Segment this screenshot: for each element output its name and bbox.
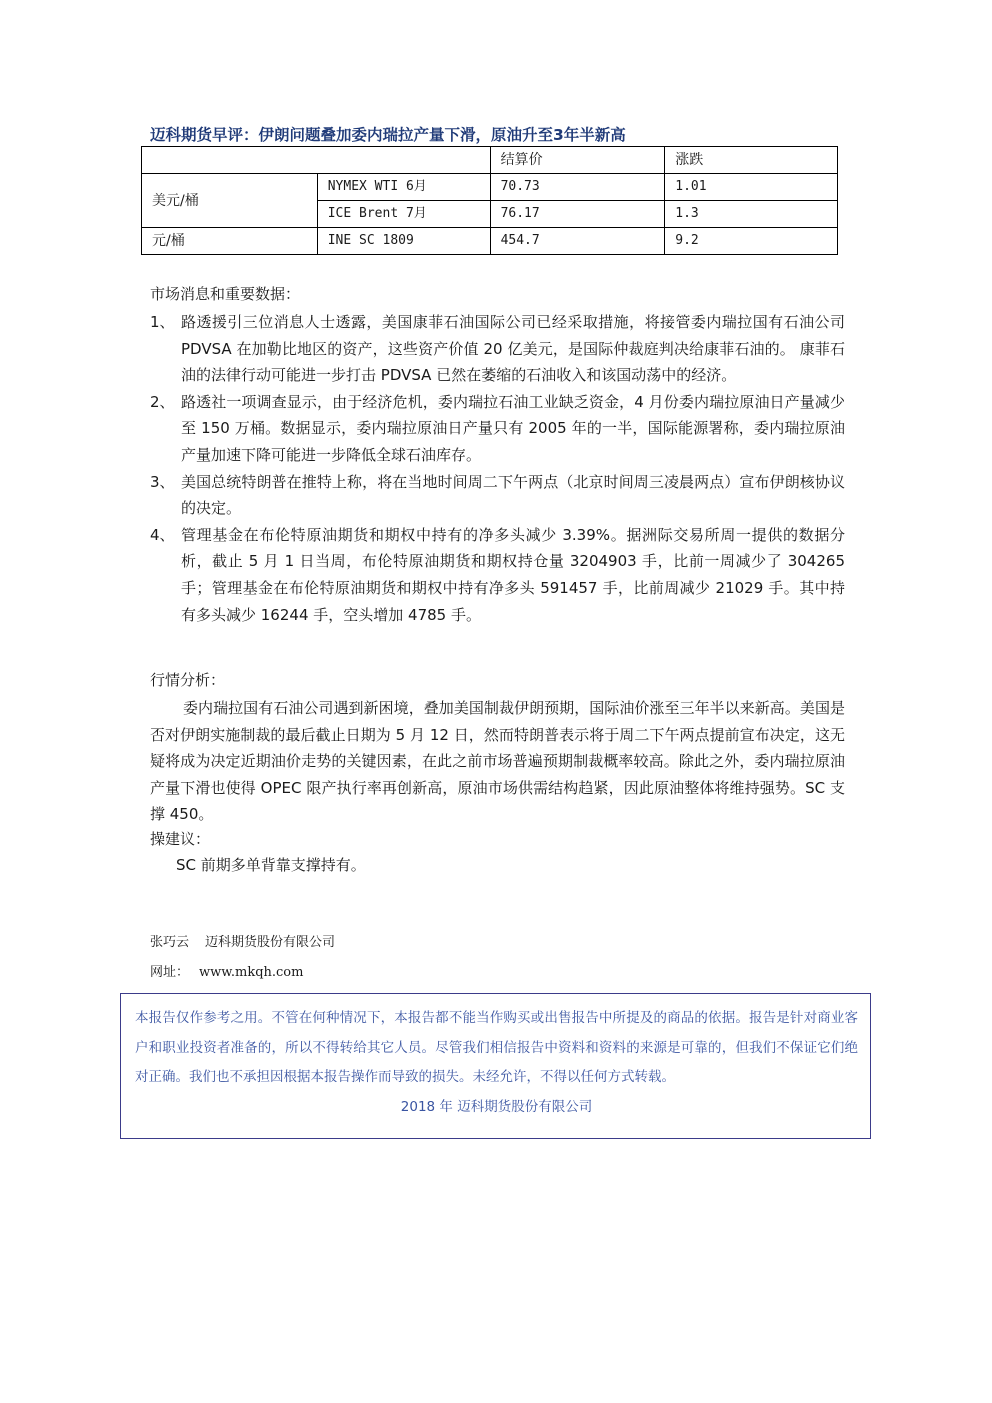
contract-cell: NYMEX WTI 6月: [317, 174, 490, 201]
news-item-text: 美国总统特朗普在推特上称，将在当地时间周二下午两点（北京时间周三凌晨两点）宣布伊朗核协议的决定。: [181, 472, 845, 518]
change-cell: 9.2: [665, 228, 838, 255]
company-name: 迈科期货股份有限公司: [205, 935, 336, 950]
news-item-number: 1、: [150, 313, 175, 331]
settle-cell: 70.73: [490, 174, 665, 201]
news-item-number: 4、: [150, 525, 175, 544]
website-line: [150, 961, 303, 980]
list-item: [150, 389, 845, 469]
author-name: 张巧云: [150, 935, 190, 950]
suggestion-heading: 操建议：: [150, 830, 211, 848]
disclaimer-text: 本报告仅作参考之用。不管在何种情况下，本报告都不能当作购买或出售报告中所提及的商品的依据。报告是针对商业客户和职业投资者准备的，所以不得转给其它人员。尽管我们相信报告中资料和资料的来源是可靠的，但我们不保证它们绝对正确。我们也不承担因根据本报告操作而导致的损失。未经允许，不得以任何方式转载。: [135, 1010, 858, 1085]
news-item-number: 2、: [150, 392, 175, 411]
news-item-text: 路透援引三位消息人士透露，美国康菲石油国际公司已经采取措施，将接管委内瑞拉国有石油公司 PDVSA 在加勒比地区的资产，这些资产价值 20 亿美元，是国际仲裁庭判决给康菲石油的。 康菲石油的法律行动可能进一步打击 PDVSA 已然在萎缩的石油收入和该国动荡中的经济。: [181, 313, 845, 385]
analysis-heading: 行情分析：: [150, 671, 226, 689]
settle-cell: 454.7: [490, 228, 665, 255]
contract-cell: INE SC 1809: [317, 228, 490, 255]
website-url: www.mkqh.com: [199, 965, 304, 980]
report-title: 迈科期货早评：伊朗问题叠加委内瑞拉产量下滑，原油升至3年半新高: [150, 126, 626, 144]
unit-cell-usd: 美元/桶: [142, 174, 318, 228]
news-item-number: 3、: [150, 472, 175, 491]
news-item-text: 管理基金在布伦特原油期货和期权中持有的净多头减少 3.39%。据洲际交易所周一提供的数据分析，截止 5 月 1 日当周，布伦特原油期货和期权持仓量 3204903 手，比前一周减少了 304265 手；管理基金在布伦特原油期货和期权中持有净多头 591457 手，比前周减少 21029 手。其中持有多头减少 16244 手，空头增加 4785 手。: [181, 525, 845, 624]
disclaimer-box: [120, 993, 871, 1139]
table-header-settle: 结算价: [490, 147, 665, 174]
news-heading: 市场消息和重要数据：: [150, 285, 301, 303]
table-row: [142, 174, 838, 201]
table-row: [142, 228, 838, 255]
disclaimer-copyright: 2018 年 迈科期货股份有限公司: [400, 1098, 593, 1115]
contract-cell: ICE Brent 7月: [317, 201, 490, 228]
list-item: [150, 522, 845, 628]
unit-cell-cny: 元/桶: [142, 228, 318, 255]
settle-cell: 76.17: [490, 201, 665, 228]
change-cell: 1.01: [665, 174, 838, 201]
table-header-row: [142, 147, 838, 174]
table-header-blank: [142, 147, 491, 174]
analysis-paragraph: 委内瑞拉国有石油公司遇到新困境，叠加美国制裁伊朗预期，国际油价涨至三年半以来新高。美国是否对伊朗实施制裁的最后截止日期为 5 月 12 日，然而特朗普表示将于周二下午两点提前宣布决定，这无疑将成为决定近期油价走势的关键因素，在此之前市场普遍预期制裁概率较高。除此之外，委内瑞拉原油产量下滑也使得 OPEC 限产执行率再创新高，原油市场供需结构趋紧，因此原油整体将维持强势。SC 支撑 450。: [150, 699, 845, 824]
list-item: [150, 309, 845, 389]
author-line: [150, 931, 335, 950]
list-item: [150, 469, 845, 522]
website-label: 网址：: [150, 965, 190, 980]
change-cell: 1.3: [665, 201, 838, 228]
news-list: [150, 309, 845, 628]
price-table: [141, 146, 838, 255]
table-header-change: 涨跌: [665, 147, 838, 174]
suggestion-paragraph: SC 前期多单背靠支撑持有。: [176, 856, 366, 874]
news-item-text: 路透社一项调查显示，由于经济危机，委内瑞拉石油工业缺乏资金，4 月份委内瑞拉原油日产量减少至 150 万桶。数据显示，委内瑞拉原油日产量只有 2005 年的一半，国际能源署称，委内瑞拉原油产量加速下降可能进一步降低全球石油库存。: [181, 392, 845, 464]
